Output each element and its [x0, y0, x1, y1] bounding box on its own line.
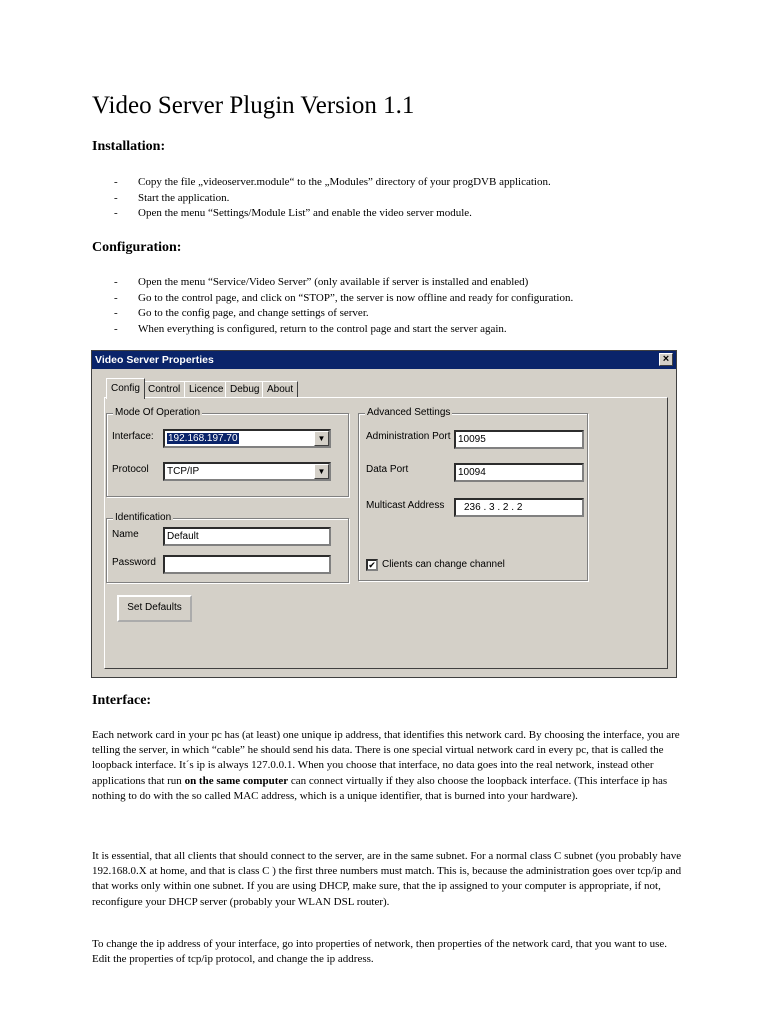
mode-of-operation-group — [106, 407, 349, 497]
admin-port-label: Administration Port — [366, 431, 451, 442]
list-item — [114, 322, 573, 338]
multicast-address-input[interactable]: 236 . 3 . 2 . 2 — [454, 498, 584, 517]
bullet-dash: - — [114, 307, 118, 319]
configuration-list — [114, 275, 573, 337]
interface-label: Interface: — [112, 431, 154, 442]
identification-group — [106, 512, 349, 583]
protocol-label: Protocol — [112, 464, 149, 475]
dialog-titlebar — [92, 351, 676, 369]
list-item-text: When everything is configured, return to the control page and start the server again. — [138, 322, 507, 335]
clients-change-channel-checkbox[interactable]: ✔ — [366, 559, 378, 571]
password-label: Password — [112, 557, 156, 568]
name-input[interactable]: Default — [163, 527, 331, 546]
list-item — [114, 191, 551, 207]
list-item — [114, 291, 573, 307]
protocol-value: TCP/IP — [167, 466, 200, 477]
interface-heading: Interface: — [92, 693, 152, 708]
list-item-text: Start the application. — [138, 191, 230, 204]
tab-debug[interactable]: Debug — [225, 381, 264, 398]
group-title: Advanced Settings — [367, 407, 451, 418]
bullet-dash: - — [114, 276, 118, 288]
emphasis-text: on the same computer — [184, 774, 289, 787]
list-item-text: Copy the file „videoserver.module“ to the „Modules” directory of your progDVB application. — [138, 176, 551, 188]
config-tab-panel — [104, 397, 668, 669]
group-title: Mode Of Operation — [115, 407, 201, 418]
bullet-dash: - — [114, 191, 118, 204]
tab-about[interactable]: About — [262, 381, 298, 398]
interface-paragraph-1 — [92, 728, 682, 804]
multicast-label: Multicast Address — [366, 500, 445, 511]
list-item — [114, 306, 573, 322]
set-defaults-button[interactable]: Set Defaults — [117, 595, 192, 622]
interface-value: 192.168.197.70 — [168, 433, 238, 444]
chevron-down-icon[interactable]: ▼ — [314, 431, 329, 446]
tab-config[interactable]: Config — [106, 378, 145, 399]
data-port-input[interactable]: 10094 — [454, 463, 584, 482]
installation-list — [114, 175, 551, 222]
bullet-dash: - — [114, 291, 118, 304]
list-item-text: Open the menu “Settings/Module List” and enable the video server module. — [138, 207, 472, 219]
bullet-dash: - — [114, 322, 118, 335]
configuration-heading: Configuration: — [92, 240, 182, 255]
paragraph-text: can connect virtually if they also choose the loopback interface. (This interface ip has nothing to do with the so called MAC address, which is a unique identifier, that is burned into your hardware). — [92, 774, 668, 802]
data-port-label: Data Port — [366, 464, 409, 475]
list-item-text: Go to the control page, and click on “STOP”, the server is now offline and ready for configuration. — [138, 291, 574, 304]
tab-control[interactable]: Control — [143, 381, 185, 398]
close-icon[interactable]: × — [659, 353, 673, 366]
interface-paragraph-2: It is essential, that all clients that should connect to the server, are in the same subnet. For a normal class C subnet (you probably have 192.168.0.X at home, and that is class C ) the first three numbers must match. This is, because the administration goes over tcp/ip and that works only within one subnet. If you are using DHCP, make sure, that the ip assigned to your computer is appropriate, if not, reconfigure your DHCP server (probably your WLAN DSL router). — [92, 850, 682, 908]
clients-change-channel-label: Clients can change channel — [382, 559, 505, 570]
video-server-properties-dialog — [91, 350, 677, 678]
list-item-text: Open the menu “Service/Video Server” (only available if server is installed and enabled) — [138, 276, 529, 288]
dialog-title: Video Server Properties — [95, 354, 214, 366]
bullet-dash: - — [114, 176, 118, 188]
group-title: Identification — [115, 512, 172, 523]
interface-select[interactable] — [163, 429, 331, 448]
list-item — [114, 275, 573, 291]
bullet-dash: - — [114, 207, 118, 219]
list-item — [114, 175, 551, 191]
document-title: Video Server Plugin Version 1.1 — [92, 92, 415, 119]
interface-paragraph-3: To change the ip address of your interface, go into properties of network, then properties of the network card, that you want to use. Edit the properties of tcp/ip protocol, and change the ip address. — [92, 938, 668, 966]
advanced-settings-group — [358, 407, 588, 581]
password-input[interactable] — [163, 555, 331, 574]
installation-heading: Installation: — [92, 139, 166, 154]
admin-port-input[interactable]: 10095 — [454, 430, 584, 449]
protocol-select[interactable] — [163, 462, 331, 481]
list-item-text: Go to the config page, and change settings of server. — [138, 307, 369, 319]
chevron-down-icon[interactable]: ▼ — [314, 464, 329, 479]
list-item — [114, 206, 551, 222]
tab-licence[interactable]: Licence — [184, 381, 228, 398]
paragraph-text: Each network card in your pc has (at least) one unique ip address, that identifies this network card. By choosing the interface, you are telling the server, in which “cable” he should send his data. There is one special virtual network card in every pc, that is called the loopback interface. It´s ip is always 127.0.0.1. When you choose that interface, no data goes into the real network, instead other applications that run — [92, 729, 680, 787]
name-label: Name — [112, 529, 139, 540]
